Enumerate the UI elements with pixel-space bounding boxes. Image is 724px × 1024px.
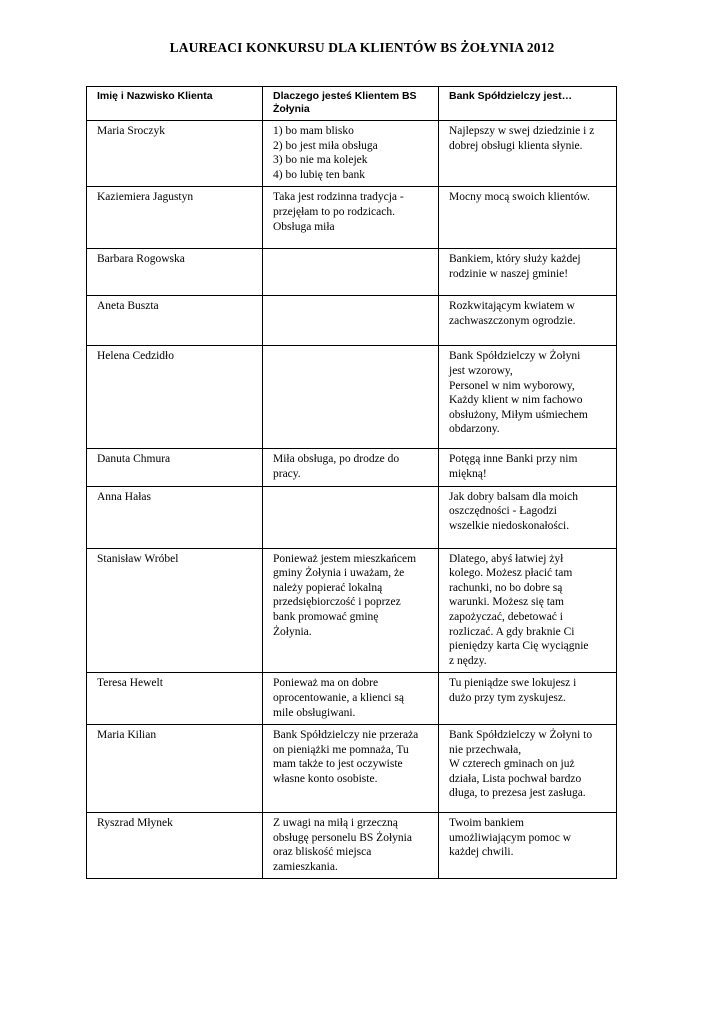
- why-client-cell: [263, 486, 439, 548]
- page-title: LAUREACI KONKURSU DLA KLIENTÓW BS ŻOŁYNIA 2012: [169, 40, 555, 55]
- why-client-line: oprocentowanie, a klienci są: [273, 691, 404, 704]
- laureates-table: [86, 86, 617, 879]
- bank-is-line: pieniędzy karta Cię wyciągnie: [449, 640, 589, 653]
- bank-is-line: Mocny mocą swoich klientów.: [449, 191, 591, 204]
- bank-is-line: Bankiem, który służy każdej: [449, 253, 581, 266]
- client-name-cell: Stanisław Wróbel: [87, 548, 263, 673]
- table-row: [87, 121, 617, 187]
- bank-is-line: działa, Lista pochwał bardzo: [449, 772, 582, 785]
- why-client-line: zamieszkania.: [273, 860, 338, 873]
- client-name-cell: Aneta Buszta: [87, 296, 263, 346]
- why-client-line: obsługę personelu BS Żołynia: [273, 831, 412, 844]
- table-body: [87, 121, 617, 879]
- why-client-line: Miła obsługa, po drodze do: [273, 453, 400, 466]
- bank-is-line: rachunki, no bo dobre są: [449, 581, 563, 594]
- why-client-cell: [263, 813, 439, 879]
- why-client-line: oraz bliskość miejsca: [273, 846, 372, 859]
- table-row: [87, 346, 617, 449]
- bank-is-line: dobrej obsługi klienta słynie.: [449, 139, 583, 152]
- bank-is-line: Każdy klient w nim fachowo: [449, 394, 583, 407]
- header-client-name: Imię i Nazwisko Klienta: [87, 87, 263, 121]
- bank-is-line: Personel w nim wyborowy,: [449, 379, 575, 392]
- bank-is-line: z nędzy.: [449, 654, 487, 667]
- why-client-line: bank promować gminę: [273, 610, 379, 623]
- why-client-line: przedsiębiorczość i poprzez: [273, 596, 401, 609]
- table-row: [87, 813, 617, 879]
- bank-is-cell: [439, 486, 617, 548]
- bank-is-line: W czterech gminach on już: [449, 758, 575, 771]
- header-bank-is: Bank Spółdzielczy jest…: [439, 87, 617, 121]
- why-client-line: przejęłam to po rodzicach.: [273, 205, 395, 218]
- why-client-line: 1) bo mam blisko: [273, 125, 354, 137]
- bank-is-line: miękną!: [449, 467, 487, 480]
- bank-is-line: rodzinie w naszej gminie!: [449, 267, 569, 280]
- client-name-cell: Kaziemiera Jagustyn: [87, 187, 263, 249]
- bank-is-cell: [439, 673, 617, 725]
- bank-is-cell: [439, 813, 617, 879]
- bank-is-line: warunki. Możesz się tam: [449, 596, 564, 609]
- bank-is-line: Dlatego, abyś łatwiej żył: [449, 552, 564, 565]
- bank-is-line: Tu pieniądze swe lokujesz i: [449, 677, 577, 690]
- bank-is-line: rozliczać. A gdy braknie Ci: [449, 625, 575, 638]
- why-client-line: pracy.: [273, 467, 301, 480]
- bank-is-line: Rozkwitającym kwiatem w: [449, 300, 575, 313]
- client-name-cell: Danuta Chmura: [87, 449, 263, 486]
- bank-is-cell: [439, 346, 617, 449]
- why-client-cell: [263, 548, 439, 673]
- bank-is-line: zachwaszczonym ogrodzie.: [449, 314, 576, 327]
- bank-is-cell: [439, 548, 617, 673]
- table-row: [87, 296, 617, 346]
- table-row: [87, 187, 617, 249]
- why-client-line: należy popierać lokalną: [273, 581, 383, 594]
- why-client-line: 2) bo jest miła obsługa: [273, 139, 378, 152]
- bank-is-line: wszelkie niedoskonałości.: [449, 519, 570, 532]
- bank-is-line: umożliwiającym pomoc w: [449, 831, 571, 844]
- why-client-line: Bank Spółdzielczy nie przeraża: [273, 729, 419, 742]
- why-client-line: 3) bo nie ma kolejek: [273, 154, 368, 167]
- client-name-cell: Helena Cedzidło: [87, 346, 263, 449]
- bank-is-cell: [439, 121, 617, 187]
- bank-is-line: zapożyczać, debetować i: [449, 610, 563, 623]
- bank-is-cell: [439, 187, 617, 249]
- why-client-cell: [263, 725, 439, 813]
- bank-is-cell: [439, 296, 617, 346]
- why-client-line: Taka jest rodzinna tradycja -: [273, 191, 404, 204]
- why-client-cell: [263, 449, 439, 486]
- bank-is-line: obsłużony, Miłym uśmiechem: [449, 408, 588, 421]
- bank-is-cell: [439, 249, 617, 296]
- why-client-line: on pieniążki me pomnaża, Tu: [273, 743, 409, 756]
- bank-is-line: jest wzorowy,: [449, 364, 513, 377]
- bank-is-line: obdarzony.: [449, 423, 500, 436]
- bank-is-line: Najlepszy w swej dziedzinie i z: [449, 125, 595, 137]
- client-name-cell: Maria Kilian: [87, 725, 263, 813]
- why-client-line: 4) bo lubię ten bank: [273, 168, 365, 181]
- table-row: [87, 449, 617, 486]
- table-row: [87, 548, 617, 673]
- bank-is-line: dużo przy tym zyskujesz.: [449, 691, 566, 704]
- client-name-cell: Ryszrad Młynek: [87, 813, 263, 879]
- why-client-cell: [263, 673, 439, 725]
- why-client-cell: [263, 346, 439, 449]
- why-client-cell: [263, 249, 439, 296]
- why-client-cell: [263, 187, 439, 249]
- bank-is-line: kolego. Możesz płacić tam: [449, 567, 573, 580]
- table-row: [87, 249, 617, 296]
- bank-is-line: każdej chwili.: [449, 846, 514, 859]
- bank-is-line: oszczędności - Łagodzi: [449, 505, 557, 518]
- client-name-cell: Anna Hałas: [87, 486, 263, 548]
- why-client-line: Ponieważ jestem mieszkańcem: [273, 552, 417, 565]
- bank-is-cell: [439, 725, 617, 813]
- bank-is-cell: [439, 449, 617, 486]
- why-client-line: mile obsługiwani.: [273, 706, 356, 719]
- why-client-line: Obsługa miła: [273, 220, 335, 233]
- why-client-line: Ponieważ ma on dobre: [273, 677, 379, 690]
- table-row: [87, 725, 617, 813]
- table-row: [87, 673, 617, 725]
- client-name-cell: Maria Sroczyk: [87, 121, 263, 187]
- bank-is-line: Bank Spółdzielczy w Żołyni to: [449, 729, 593, 742]
- bank-is-line: Potęgą inne Banki przy nim: [449, 453, 578, 466]
- bank-is-line: Jak dobry balsam dla moich: [449, 490, 579, 503]
- why-client-cell: [263, 296, 439, 346]
- client-name-cell: Barbara Rogowska: [87, 249, 263, 296]
- bank-is-line: Bank Spółdzielczy w Żołyni: [449, 350, 581, 363]
- bank-is-line: nie przechwała,: [449, 743, 522, 756]
- header-why-client: [263, 87, 439, 121]
- header-why-line: Dlaczego jesteś Klientem BS: [273, 90, 417, 102]
- why-client-line: własne konto osobiste.: [273, 772, 378, 785]
- why-client-line: gminy Żołynia i uważam, że: [273, 567, 405, 580]
- table-header-row: [87, 87, 617, 121]
- why-client-cell: [263, 121, 439, 187]
- why-client-line: Żołynia.: [273, 625, 312, 638]
- bank-is-line: Twoim bankiem: [449, 817, 524, 830]
- header-why-line: Żołynia: [273, 103, 310, 115]
- why-client-line: mam także to jest oczywiste: [273, 758, 403, 771]
- why-client-line: Z uwagi na miłą i grzeczną: [273, 817, 398, 830]
- table-row: [87, 486, 617, 548]
- bank-is-line: długa, to prezesa jest zasługa.: [449, 787, 586, 800]
- client-name-cell: Teresa Hewelt: [87, 673, 263, 725]
